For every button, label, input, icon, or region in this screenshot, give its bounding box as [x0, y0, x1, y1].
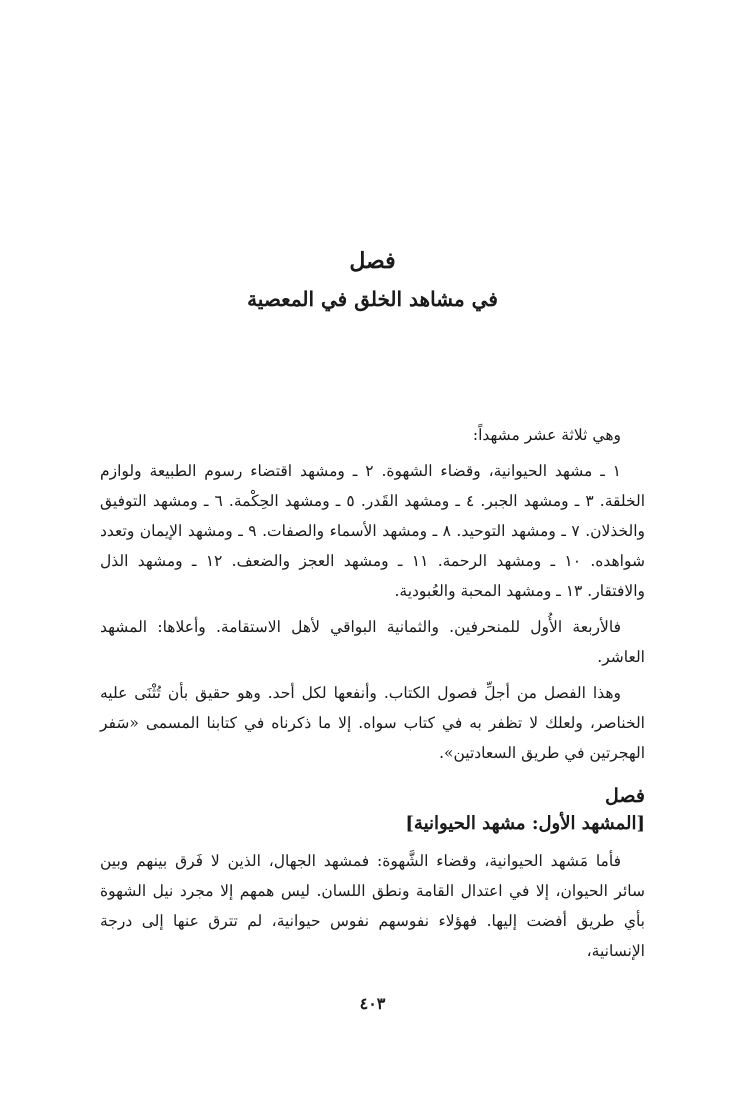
intro-paragraph: وهي ثلاثة عشر مشهداً: [472, 426, 621, 444]
section-heading: فصل [605, 785, 645, 807]
classification-paragraph: فالأربعة الأُول للمنحرفين. والثمانية البواقي لأهل الاستقامة. وأعلاها: المشهد العاشر. [100, 618, 645, 666]
scenes-list-paragraph: ١ ـ مشهد الحيوانية، وقضاء الشهوة. ٢ ـ ومشهد اقتضاء رسوم الطبيعة ولوازم الخلقة. ٣ ـ ومشهد الجبر. ٤ ـ ومشهد القَدر. ٥ ـ ومشهد الحِكْمة. ٦ ـ ومشهد التوفيق والخذلان. ٧ ـ ومشهد التوحيد. ٨ ـ ومشهد الأسماء والصفات. ٩ ـ ومشهد الإيمان وتعدد شواهده. ١٠ ـ ومشهد الرحمة. ١١ ـ ومشهد العجز والضعف. ١٢ ـ ومشهد الذل والافتقار. ١٣ ـ ومشهد المحبة والعُبودية. [100, 462, 646, 600]
importance-paragraph: وهذا الفصل من أجلِّ فصول الكتاب. وأنفعها لكل أحد. وهو حقيق بأن تُثْنَى عليه الخناصر، ولعلك لا تظفر به في كتاب سواه. إلا ما ذكرناه في كتابنا المسمى «سَفر الهجرتين في طريق السعادتين». [100, 684, 645, 762]
page-number: ٤٠٣ [359, 994, 386, 1013]
page-body [100, 420, 645, 972]
chapter-heading: فصل [349, 248, 396, 274]
section-subheading: [المشهد الأول: مشهد الحيوانية] [405, 813, 645, 834]
section-body-paragraph: فأما مَشهد الحيوانية، وقضاء الشَّهوة: فمشهد الجهال، الذين لا فَرق بينهم وبين سائر الحيوان، إلا في اعتدال القامة ونطق اللسان. ليس همهم إلا مجرد نيل الشهوة بأي طريق أفضت إليها. فهؤلاء نفوسهم نفوس حيوانية، لم تترق عنها إلى درجة الإنسانية، [100, 852, 645, 960]
chapter-subheading: في مشاهد الخلق في المعصية [247, 287, 498, 311]
